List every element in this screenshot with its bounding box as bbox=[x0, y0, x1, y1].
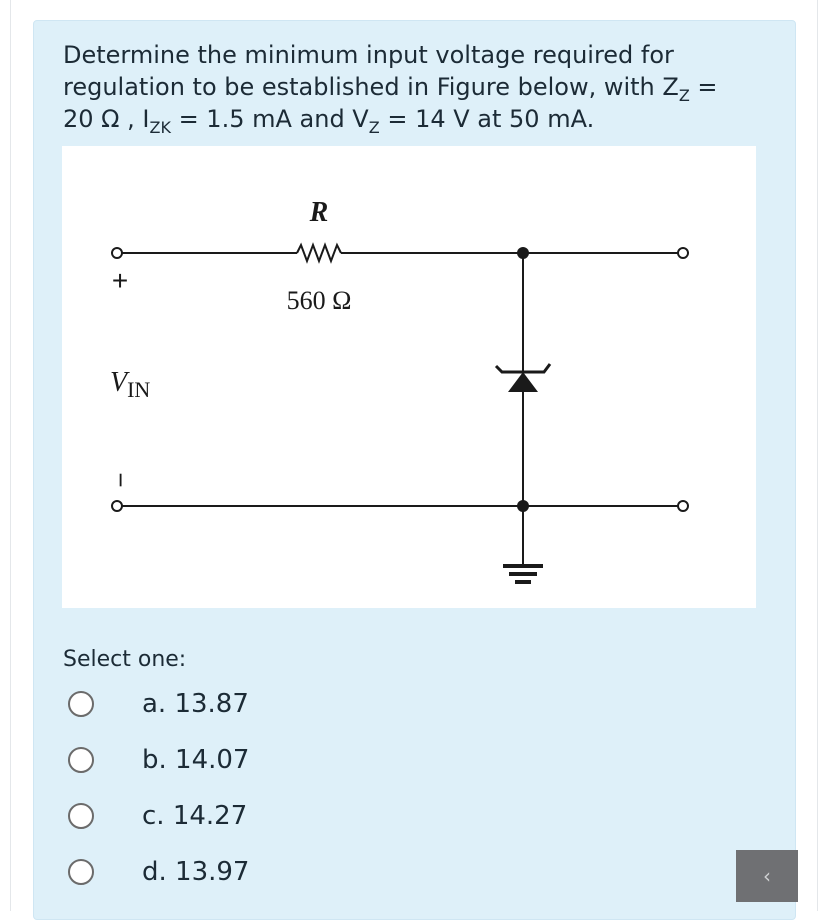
question-line-2-part-1: regulation to be established in Figure below, with Z bbox=[63, 73, 679, 101]
vin-label bbox=[110, 367, 150, 402]
zz-subscript: Z bbox=[678, 86, 690, 105]
radio-c[interactable] bbox=[68, 803, 94, 829]
output-terminal-top bbox=[678, 248, 688, 258]
question-line-3 bbox=[63, 103, 763, 135]
question-box bbox=[33, 20, 796, 920]
question-line-1: Determine the minimum input voltage required for bbox=[63, 41, 674, 69]
question-line-2-part-2: = bbox=[689, 73, 718, 101]
select-one-label: Select one: bbox=[63, 647, 187, 672]
question-text bbox=[63, 39, 763, 135]
option-b-label[interactable]: b. 14.07 bbox=[142, 745, 250, 775]
minus-sign: − bbox=[106, 472, 136, 488]
chevron-up-icon: ‹ bbox=[763, 864, 771, 888]
option-c-label[interactable]: c. 14.27 bbox=[142, 801, 248, 831]
resistor-label: R bbox=[309, 197, 329, 228]
output-terminal-bottom bbox=[678, 501, 688, 511]
option-d[interactable] bbox=[68, 852, 368, 892]
ground-icon bbox=[503, 564, 543, 584]
vz-subscript: Z bbox=[368, 118, 380, 137]
question-line-3-part-2: = 1.5 mA and V bbox=[170, 105, 369, 133]
radio-d[interactable] bbox=[68, 859, 94, 885]
junction-top bbox=[517, 247, 529, 259]
circuit-diagram bbox=[62, 146, 756, 608]
question-line-3-part-1: 20 Ω , I bbox=[63, 105, 150, 133]
option-d-label[interactable]: d. 13.97 bbox=[142, 857, 250, 887]
option-c[interactable] bbox=[68, 796, 368, 836]
option-a[interactable] bbox=[68, 684, 368, 724]
plus-sign: + bbox=[111, 265, 129, 296]
input-terminal-bottom bbox=[112, 501, 122, 511]
resistor-icon bbox=[297, 245, 341, 261]
circuit-figure bbox=[62, 146, 756, 608]
question-line-2 bbox=[63, 71, 763, 103]
question-line-3-part-3: = 14 V at 50 mA. bbox=[379, 105, 595, 133]
option-b[interactable] bbox=[68, 740, 368, 780]
input-terminal-top bbox=[112, 248, 122, 258]
scroll-to-top-button[interactable] bbox=[736, 850, 798, 902]
junction-bottom bbox=[517, 500, 529, 512]
vin-label-main: V bbox=[110, 367, 128, 398]
vin-label-sub: IN bbox=[127, 377, 151, 402]
izk-subscript: ZK bbox=[149, 118, 171, 137]
radio-a[interactable] bbox=[68, 691, 94, 717]
resistor-value: 560 Ω bbox=[286, 286, 352, 315]
option-a-label[interactable]: a. 13.87 bbox=[142, 689, 249, 719]
radio-b[interactable] bbox=[68, 747, 94, 773]
